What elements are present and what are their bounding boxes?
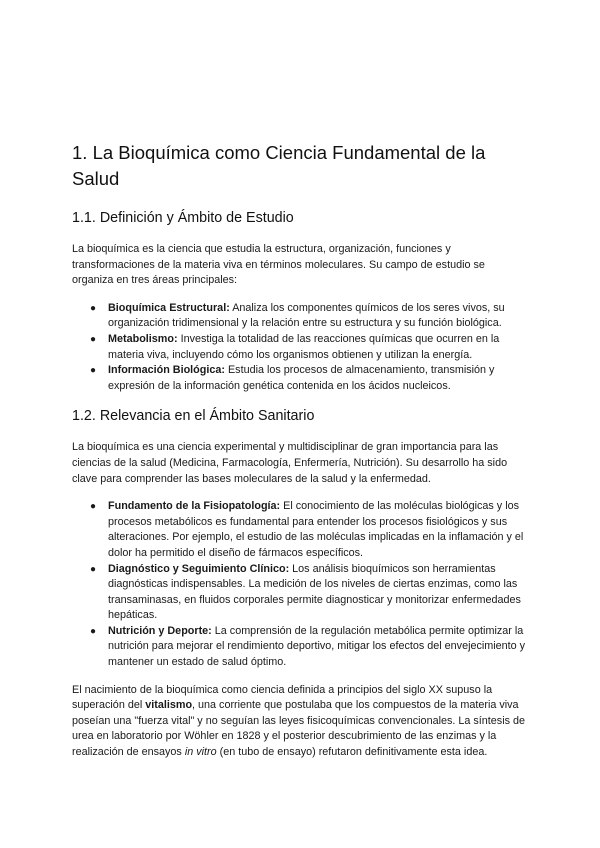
section-2-list <box>72 499 528 671</box>
bullet-icon: ● <box>90 501 97 513</box>
bullet-icon: ● <box>90 625 97 637</box>
list-item-text: Analiza los componentes químicos de los seres vivos, su organización tridimensional y la relación entre su estructura y su función biológica. <box>108 301 505 330</box>
list-item-text: La comprensión de la regulación metabólica permite optimizar la nutrición para mejorar el rendimiento deportivo, mitigar los efectos del envejecimiento y mantener un estado de salud óptimo. <box>108 624 526 669</box>
list-item-term: Metabolismo: <box>108 332 178 345</box>
bullet-icon: ● <box>90 365 97 377</box>
list-item <box>90 363 528 394</box>
closing-text-1: El nacimiento de la bioquímica como ciencia definida a principios del siglo XX supuso la superación del <box>72 683 493 712</box>
document-page <box>72 140 528 773</box>
section-2-intro: La bioquímica es una ciencia experimental y multidisciplinar de gran importancia para las ciencias de la salud (Medicina, Farmacología, Enfermería, Nutrición). Su desarrollo ha sido clave para comprender las bases moleculares de la salud y la enfermedad. <box>72 441 508 485</box>
list-item-text: Estudia los procesos de almacenamiento, transmisión y expresión de la información genética contenida en los ácidos nucleicos. <box>108 364 495 392</box>
section-1-heading: 1.1. Definición y Ámbito de Estudio <box>72 210 294 226</box>
list-item <box>90 624 528 671</box>
bullet-icon: ● <box>90 302 97 314</box>
list-item-term: Diagnóstico y Seguimiento Clínico: <box>108 562 290 575</box>
list-item <box>90 332 528 363</box>
closing-italic-term: in vitro <box>184 746 217 759</box>
list-item <box>90 562 528 624</box>
list-item-term: Fundamento de la Fisiopatología: <box>108 500 281 513</box>
closing-text-3: (en tubo de ensayo) refutaron definitivamente esta idea. <box>216 746 488 759</box>
list-item-text: Los análisis bioquímicos son herramientas diagnósticas indispensables. La medición de los niveles de ciertas enzimas, como las transaminasas, en fluidos corporales permite diagnosticar y monitorizar enfermedades hepáticas. <box>108 562 521 622</box>
section-2-heading: 1.2. Relevancia en el Ámbito Sanitario <box>72 408 315 425</box>
list-item-text: El conocimiento de las moléculas biológicas y los procesos metabólicos es fundamental para entender los procesos fisiológicos y sus alteraciones. Por ejemplo, el estudio de las moléculas implicadas en la inflamación y el dolor ha permitido el diseño de fármacos específicos. <box>108 500 524 559</box>
list-item <box>90 499 528 561</box>
section-1-list <box>72 301 528 395</box>
bullet-icon: ● <box>90 563 97 575</box>
list-item-term: Nutrición y Deporte: <box>108 624 212 637</box>
closing-text-2: , una corriente que postulaba que los compuestos de la materia viva poseían una "fuerza vital" y no seguían las leyes fisicoquímicas convencionales. La síntesis de urea en laboratorio por Wöhler en 1828 y el posterior descubrimiento de las enzimas y la realización de ensayos <box>72 699 525 759</box>
section-1-intro: La bioquímica es la ciencia que estudia la estructura, organización, funciones y transformaciones de la materia viva en términos moleculares. Su campo de estudio se organiza en tres áreas principales: <box>72 243 485 287</box>
closing-paragraph <box>72 683 528 761</box>
bullet-icon: ● <box>90 333 97 345</box>
list-item <box>90 301 528 332</box>
page-title: 1. La Bioquímica como Ciencia Fundamental de la Salud <box>72 142 486 189</box>
list-item-text: Investiga la totalidad de las reacciones químicas que ocurren en la materia viva, incluyendo cómo los organismos obtienen y utilizan la energía. <box>108 332 500 361</box>
closing-bold-term: vitalismo <box>145 699 193 712</box>
list-item-term: Información Biológica: <box>108 364 225 377</box>
list-item-term: Bioquímica Estructural: <box>108 301 230 314</box>
